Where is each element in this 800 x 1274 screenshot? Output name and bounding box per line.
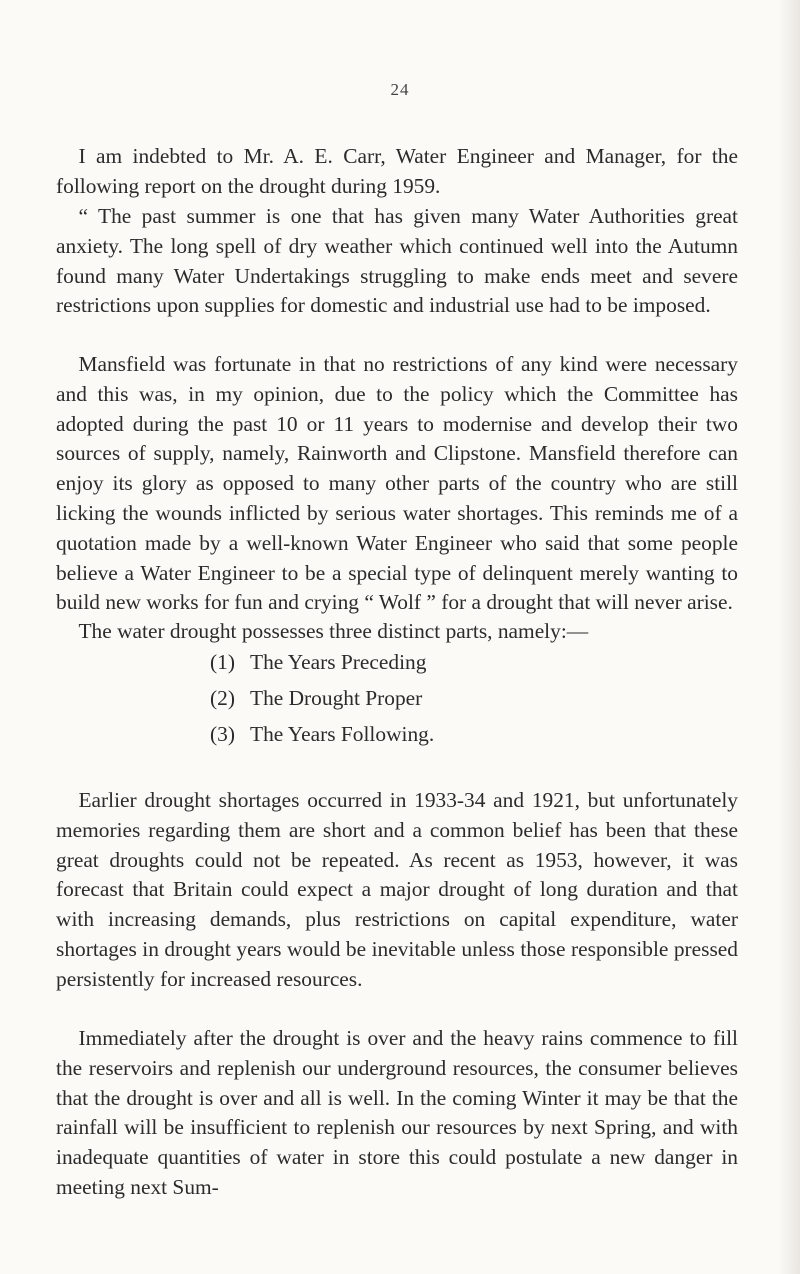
- paragraph-intro: I am indebted to Mr. A. E. Carr, Water Engineer and Manager, for the following report on the drought during 1959.: [56, 144, 738, 198]
- list-item: [210, 684, 422, 714]
- paragraph-mansfield: Mansfield was fortunate in that no restrictions of any kind were necessary and this was, in my opinion, due to the policy which the Committee has adopted during the past 10 or 11 years to modernise and develop their two sources of supply, namely, Rainworth and Clipstone. Mansfield therefore can enjoy its glory as opposed to many other parts of the country who are still licking the wounds inflicted by serious water shortages. This reminds me of a quotation made by a well-known Water Engineer who said that some people believe a Water Engineer to be a special type of delinquent merely wanting to build new works for fun and crying “ Wolf ” for a drought that will never arise.: [56, 352, 738, 615]
- list-item-number: (1): [210, 650, 235, 674]
- page-edge-shadow: [778, 0, 800, 1274]
- paragraph-past-summer: “ The past summer is one that has given many Water Authorities great anxiety. The long spell of dry weather which continued well into the Autumn found many Water Undertakings struggling to make ends meet and severe restrictions upon supplies for domestic and industrial use had to be imposed.: [56, 204, 738, 318]
- paragraph-earlier-droughts: Earlier drought shortages occurred in 1933-34 and 1921, but unfortunately memories regarding them are short and a common belief has been that these great droughts could not be repeated. As recent as 1953, however, it was forecast that Britain could expect a major drought of long duration and that with increasing demands, plus restrictions on capital expenditure, water shortages in drought years would be inevitable unless those responsible pressed persistently for increased resources.: [56, 788, 738, 991]
- paragraph-after-drought: Immediately after the drought is over and the heavy rains commence to fill the reservoirs and replenish our underground resources, the consumer believes that the drought is over and all is well. In the coming Winter it may be that the rainfall will be insufficient to replenish our resources by next Spring, and with inadequate quantities of water in store this could postulate a new danger in meeting next Sum-: [56, 1026, 738, 1199]
- list-item-text: The Years Preceding: [250, 650, 427, 674]
- list-item: [210, 720, 434, 750]
- list-item: [210, 648, 426, 678]
- list-item-text: The Drought Proper: [250, 686, 423, 710]
- list-item-number: (2): [210, 686, 235, 710]
- paragraph-three-parts: The water drought possesses three distinct parts, namely:—: [78, 619, 589, 643]
- list-item-number: (3): [210, 722, 235, 746]
- page-number: 24: [390, 80, 410, 99]
- list-item-text: The Years Following.: [250, 722, 435, 746]
